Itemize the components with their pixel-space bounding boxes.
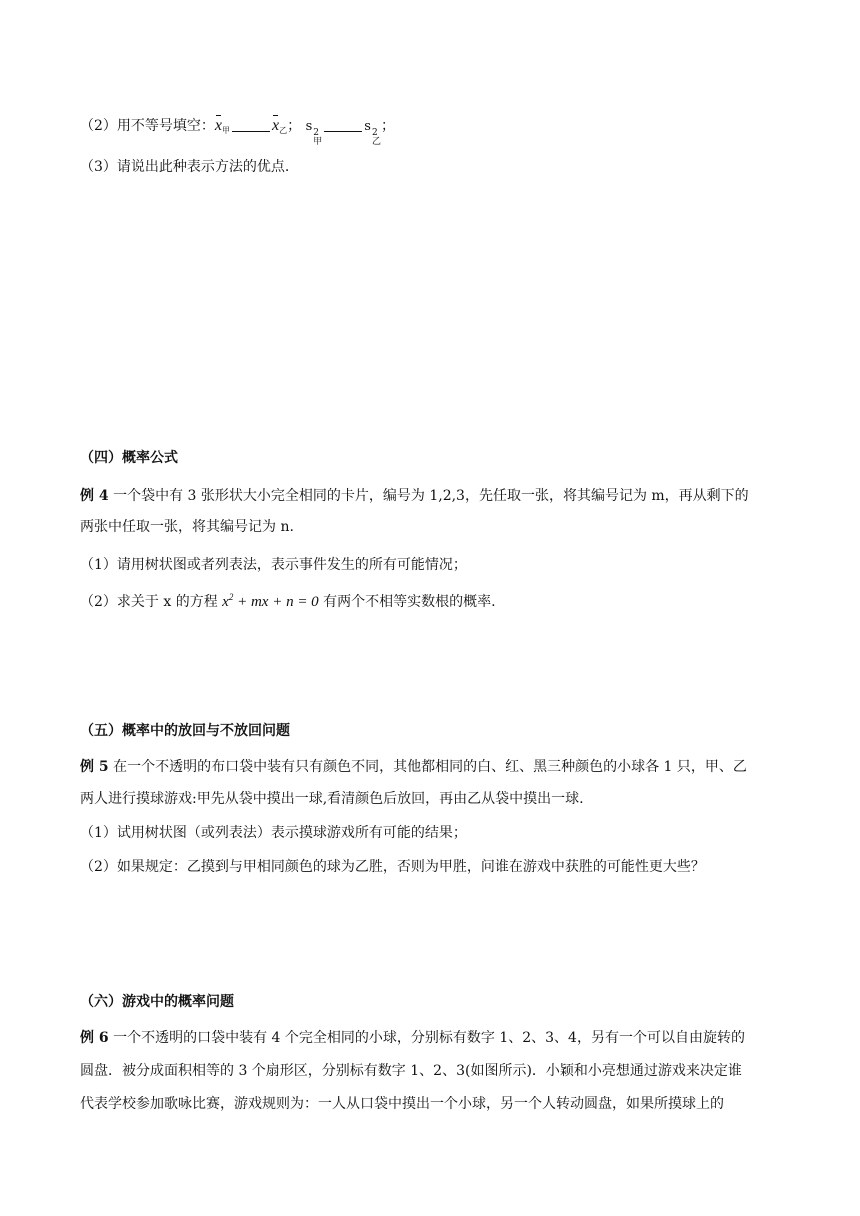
example-4-q2: （2）求关于 x 的方程 $x^2$ + mx + n = 0 有两个不相等实数根的概率.	[80, 592, 496, 610]
question-3: （3）请说出此种表示方法的优点.	[80, 159, 290, 175]
example-5-q2: （2）如果规定：乙摸到与甲相同颜色的球为乙胜，否则为甲胜，问谁在游戏中获胜的可能性更大些？	[80, 859, 705, 875]
s-yi: s 2 乙	[364, 119, 381, 147]
example-5-line-1: 例 5 在一个不透明的布口袋中装有只有颜色不同，其他都相同的白、红、黑三种颜色的小球各 1 只，甲、乙	[80, 759, 747, 775]
x-bar-yi: x	[272, 117, 280, 134]
section-5-heading: （五）概率中的放回与不放回问题	[80, 723, 290, 739]
sub-yi: 乙	[279, 126, 288, 135]
example-6-line-2: 圆盘．被分成面积相等的 3 个扇形区，分别标有数字 1、2、3(如图所示)．小颖和小亮想通过游戏来决定谁	[80, 1063, 742, 1079]
example-5-q1: （1）试用树状图（或列表法）表示摸球游戏所有可能的结果；	[80, 825, 467, 841]
example-6-line-1: 例 6 一个不透明的口袋中装有 4 个完全相同的小球，分别标有数字 1、2、3、4，另有一个可以自由旋转的	[80, 1030, 745, 1046]
blank-1	[232, 119, 270, 132]
example-4-line-1: 例 4 一个袋中有 3 张形状大小完全相同的卡片，编号为 1,2,3，先任取一张，将其编号记为 m，再从剩下的	[80, 488, 749, 504]
example-4-label: 例 4	[80, 488, 109, 504]
s-jia: s 2 甲	[305, 119, 323, 147]
sub-jia: 甲	[222, 126, 231, 135]
example-5-line-2: 两人进行摸球游戏:甲先从袋中摸出一球,看清颜色后放回，再由乙从袋中摸出一球.	[80, 791, 584, 807]
semicolon: ；	[287, 118, 302, 134]
example-4-line-2: 两张中任取一张，将其编号记为 n.	[80, 519, 294, 535]
q2-prefix: （2）用不等号填空：	[80, 118, 215, 134]
section-4-heading: （四）概率公式	[80, 450, 178, 466]
end-semicolon: ；	[380, 118, 395, 134]
example-6-label: 例 6	[80, 1030, 109, 1046]
example-6-line-3: 代表学校参加歌咏比赛，游戏规则为：一人从口袋中摸出一个小球，另一个人转动圆盘，如果所摸球上的	[80, 1096, 724, 1112]
x-bar-jia: x	[214, 117, 223, 134]
blank-2	[324, 119, 362, 132]
equation: $x^2$ + mx + n = 0	[222, 592, 319, 610]
section-6-heading: （六）游戏中的概率问题	[80, 994, 234, 1010]
example-4-q1: （1）请用树状图或者列表法，表示事件发生的所有可能情况；	[80, 557, 467, 573]
question-2-fill-blank	[80, 116, 785, 147]
example-5-label: 例 5	[80, 759, 109, 775]
